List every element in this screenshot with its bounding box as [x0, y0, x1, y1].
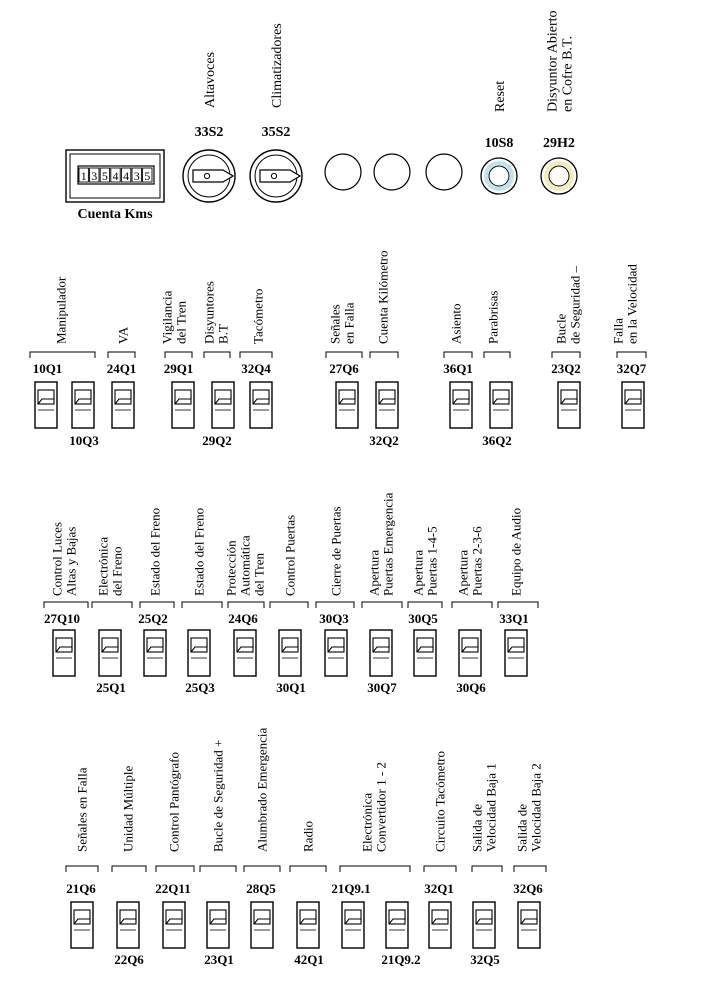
- row1-label-3-line: B.T: [215, 324, 231, 344]
- odometer-digit: 3: [91, 169, 98, 183]
- odometer-digit: 4: [112, 169, 119, 183]
- row3-breaker[interactable]: [342, 902, 364, 948]
- row3-code-top: 28Q5: [246, 881, 276, 896]
- row2-breaker[interactable]: [234, 630, 256, 676]
- row3-breaker[interactable]: [473, 902, 495, 948]
- row2-label-0-line: Altas y Bajas: [63, 526, 79, 596]
- row1-label-5: [328, 302, 357, 344]
- row1-label-4: [251, 289, 266, 344]
- row2-code-bottom: 30Q1: [276, 680, 306, 695]
- row1-code-bottom: 29Q2: [202, 433, 232, 448]
- row2-bracket-4: [228, 602, 264, 608]
- row1-code-top: 24Q1: [106, 361, 137, 376]
- row1-breaker[interactable]: [622, 382, 644, 428]
- row3-code-top: 21Q6: [66, 881, 96, 896]
- row3-label-7-line: Circuito Tacómetro: [432, 750, 448, 852]
- reset-code: 10S8: [484, 136, 514, 151]
- row3-label-8: [470, 763, 499, 852]
- climat-code: 35S2: [261, 125, 291, 140]
- row3-breaker[interactable]: [117, 902, 139, 948]
- row1-label-0-line: Manipulador: [53, 276, 69, 344]
- row1-label-10: [611, 264, 640, 344]
- row2-breaker[interactable]: [325, 630, 347, 676]
- row2-label-8: [411, 526, 440, 596]
- row1-code-top: 23Q2: [551, 361, 581, 376]
- row3-label-2-line: Control Pantógrafo: [166, 751, 182, 852]
- row2-breaker[interactable]: [370, 630, 392, 676]
- row1-label-5-line: en Falla: [341, 302, 357, 344]
- odometer-digit: 4: [123, 169, 130, 183]
- row1-breaker[interactable]: [72, 382, 94, 428]
- row1-breaker[interactable]: [336, 382, 358, 428]
- row1-label-3-line: Disyuntores: [201, 281, 217, 344]
- altavoces-label-line: Altavoces: [202, 52, 218, 108]
- row3-bracket-7: [424, 866, 456, 872]
- row3-label-3: [211, 740, 226, 852]
- row2-breaker[interactable]: [188, 630, 210, 676]
- odometer-digit: 1: [80, 169, 87, 183]
- row1-breaker[interactable]: [490, 382, 512, 428]
- altavoces-selector-knob[interactable]: [183, 150, 235, 202]
- row3-bracket-0: [66, 866, 98, 872]
- row2-bracket-3: [182, 602, 222, 608]
- climat-label-line: Climatizadores: [269, 23, 285, 108]
- row3-bracket-5: [290, 866, 326, 872]
- row3-code-bottom: 42Q1: [294, 952, 324, 967]
- row3-label-2: [167, 752, 182, 852]
- row2-label-1-line: Electrónica: [95, 536, 111, 596]
- row3-label-0: [75, 767, 90, 852]
- row3-bracket-8: [472, 866, 502, 872]
- climat-label: [270, 23, 285, 108]
- row1-bracket-10: [617, 352, 646, 358]
- row1-label-2-line: del Tren: [173, 301, 189, 344]
- row2-label-3-line: Estado del Freno: [191, 507, 207, 596]
- row2-label-0: [50, 522, 79, 596]
- row2-breaker[interactable]: [144, 630, 166, 676]
- row3-label-1-line: Unidad Múltiple: [120, 765, 136, 852]
- row3-label-4-line: Alumbrado Emergencia: [254, 727, 270, 852]
- row1-code-top: 36Q1: [443, 361, 473, 376]
- row1-breaker[interactable]: [172, 382, 194, 428]
- row3-code-top: 22Q11: [155, 881, 191, 896]
- row1-code-top: 29Q1: [163, 361, 194, 376]
- row1-breaker[interactable]: [112, 382, 134, 428]
- row2-label-9-line: Apertura: [455, 549, 471, 596]
- row2-label-4: [224, 535, 267, 596]
- reset-label-line: Reset: [492, 80, 508, 112]
- row1-bracket-3: [204, 352, 230, 358]
- disyuntor-code: 29H2: [543, 136, 575, 151]
- row2-label-5: [283, 515, 298, 596]
- row2-breaker[interactable]: [459, 630, 481, 676]
- row2-label-8-line: Puertas 1-4-5: [424, 526, 440, 596]
- disyuntor-label-line: Disyuntor Abierto: [545, 10, 561, 112]
- row1-breaker[interactable]: [558, 382, 580, 428]
- row3-label-5-line: Radio: [300, 820, 316, 852]
- row1-label-1: [116, 326, 131, 344]
- row1-label-3: [202, 281, 231, 344]
- row3-code-bottom: 32Q5: [470, 952, 500, 967]
- row2-label-9-line: Puertas 2-3-6: [469, 526, 485, 596]
- row2-code-bottom: 30Q6: [456, 680, 486, 695]
- row1-label-7: [449, 304, 464, 344]
- odometer-label: Cuenta Kms: [77, 207, 153, 222]
- odometer-digit: 3: [133, 169, 140, 183]
- row2-bracket-9: [452, 602, 492, 608]
- row2-code-bottom: 25Q3: [185, 680, 215, 695]
- blank-plug: [426, 154, 462, 190]
- row2-label-3: [192, 508, 207, 596]
- row2-label-0-line: Control Luces: [49, 521, 65, 596]
- odometer-digit: 5: [144, 169, 151, 183]
- row1-code-top: 27Q6: [329, 361, 359, 376]
- row2-label-10: [509, 508, 524, 596]
- row2-label-2: [148, 508, 163, 596]
- row2-code-bottom: 25Q1: [96, 680, 126, 695]
- row3-label-5: [301, 821, 316, 852]
- row1-bracket-2: [165, 352, 192, 358]
- row2-breaker[interactable]: [279, 630, 301, 676]
- row3-label-9-line: Velocidad Baja 2: [528, 763, 544, 852]
- row1-label-2-line: Vigilancia: [159, 290, 175, 344]
- row1-label-2: [160, 290, 189, 344]
- row3-code-top: 32Q1: [424, 881, 454, 896]
- row2-label-8-line: Apertura: [410, 549, 426, 596]
- row3-label-9-line: Salida de: [514, 803, 530, 852]
- row2-label-5-line: Control Puertas: [282, 514, 298, 596]
- row3-label-9: [515, 763, 544, 852]
- row2-bracket-0: [44, 602, 88, 608]
- reset-indicator-lamp[interactable]: [481, 158, 517, 194]
- row3-label-3-line: Bucle de Seguridad +: [210, 739, 226, 852]
- row3-code-top: 32Q6: [513, 881, 543, 896]
- row2-code-top: 25Q2: [138, 611, 168, 626]
- row2-label-1-line: del Freno: [109, 546, 125, 596]
- row2-label-9: [456, 526, 485, 596]
- row1-code-top: 32Q4: [241, 361, 271, 376]
- row1-breaker[interactable]: [450, 382, 472, 428]
- row1-code-top: 32Q7: [616, 361, 647, 376]
- row1-bracket-4: [240, 352, 272, 358]
- row3-bracket-2: [156, 866, 194, 872]
- row1-label-9: [554, 266, 583, 344]
- climat-selector-knob[interactable]: [250, 150, 302, 202]
- row1-bracket-5: [326, 352, 362, 358]
- row2-label-2-line: Estado del Freno: [147, 507, 163, 596]
- row1-bracket-1: [108, 352, 135, 358]
- row1-label-6: [376, 250, 391, 344]
- blank-plug: [325, 154, 361, 190]
- row2-label-7: [367, 492, 396, 596]
- row3-label-6-line: Electrónica: [359, 792, 375, 852]
- row2-bracket-8: [408, 602, 442, 608]
- row3-breaker[interactable]: [297, 902, 319, 948]
- row2-bracket-10: [498, 602, 538, 608]
- row1-label-10-line: en la Velocidad: [624, 264, 640, 344]
- row3-code-bottom: 21Q9.2: [381, 952, 421, 967]
- row2-bracket-7: [362, 602, 402, 608]
- row3-label-0-line: Señales en Falla: [74, 767, 90, 852]
- row2-bracket-6: [316, 602, 354, 608]
- row1-breaker[interactable]: [35, 382, 57, 428]
- row3-label-8-line: Velocidad Baja 1: [483, 763, 499, 852]
- row2-label-7-line: Apertura: [366, 549, 382, 596]
- row1-code-bottom: 32Q2: [369, 433, 399, 448]
- row3-breaker[interactable]: [71, 902, 93, 948]
- row1-bracket-7: [444, 352, 472, 358]
- row1-label-1-line: VA: [115, 326, 131, 344]
- row2-label-7-line: Puertas Emergencia: [380, 492, 396, 596]
- odometer-digit: 5: [101, 169, 108, 183]
- row1-label-4-line: Tacómetro: [250, 288, 266, 344]
- row3-bracket-9: [514, 866, 546, 872]
- row2-label-4-line: del Tren: [251, 553, 267, 596]
- reset-label: [493, 81, 508, 112]
- row2-bracket-5: [270, 602, 308, 608]
- row2-breaker[interactable]: [53, 630, 75, 676]
- row1-bracket-0: [30, 352, 95, 358]
- row3-bracket-6: [340, 866, 410, 872]
- row3-label-6-line: Convertidor 1 - 2: [373, 762, 389, 852]
- row3-breaker[interactable]: [207, 902, 229, 948]
- row1-label-8-line: Parabrisas: [485, 290, 501, 344]
- row3-bracket-4: [244, 866, 280, 872]
- row3-breaker[interactable]: [163, 902, 185, 948]
- row2-bracket-2: [140, 602, 174, 608]
- row2-label-1: [96, 537, 125, 596]
- row3-breaker[interactable]: [251, 902, 273, 948]
- row3-label-6: [360, 762, 389, 852]
- row3-code-bottom: 22Q6: [114, 952, 144, 967]
- row2-code-top: 30Q3: [319, 611, 349, 626]
- row2-code-top: 24Q6: [228, 611, 258, 626]
- row1-bracket-6: [370, 352, 398, 358]
- row3-label-1: [121, 765, 136, 852]
- disyuntor-indicator-lamp: [541, 158, 577, 194]
- row2-label-10-line: Equipo de Audio: [508, 507, 524, 596]
- row2-code-bottom: 30Q7: [367, 680, 397, 695]
- row3-label-4: [255, 727, 270, 852]
- disyuntor-label: [545, 11, 575, 113]
- blank-plug: [374, 154, 410, 190]
- altavoces-label: [203, 52, 218, 108]
- row3-code-top: 21Q9.1: [331, 881, 371, 896]
- row3-code-bottom: 23Q1: [204, 952, 234, 967]
- disyuntor-label-line: en Cofre B.T.: [560, 36, 576, 112]
- row1-bracket-8: [484, 352, 510, 358]
- row3-breaker[interactable]: [518, 902, 540, 948]
- row3-bracket-1: [112, 866, 146, 872]
- row2-label-4-line: Protección: [223, 540, 239, 596]
- row1-label-9-line: Bucle: [553, 313, 569, 344]
- row1-code-bottom: 36Q2: [482, 433, 512, 448]
- row3-label-8-line: Salida de: [469, 803, 485, 852]
- row2-label-6: [329, 506, 344, 596]
- row1-label-7-line: Asiento: [448, 303, 464, 344]
- row1-code-top: 10Q1: [32, 361, 63, 376]
- row2-code-top: 30Q5: [408, 611, 438, 626]
- row3-label-7: [433, 751, 448, 852]
- row1-label-8: [486, 291, 501, 344]
- row2-breaker[interactable]: [414, 630, 436, 676]
- row1-label-10-line: Falla: [610, 318, 626, 344]
- row1-label-5-line: Señales: [327, 304, 343, 344]
- row1-label-9-line: de Seguridad –: [567, 266, 583, 344]
- row1-bracket-9: [552, 352, 580, 358]
- row2-code-top: 27Q10: [43, 611, 81, 626]
- row1-breaker[interactable]: [212, 382, 234, 428]
- row1-label-6-line: Cuenta Kilómetro: [375, 250, 391, 344]
- row3-breaker[interactable]: [386, 902, 408, 948]
- row1-breaker[interactable]: [250, 382, 272, 428]
- row1-label-0: [54, 276, 69, 344]
- altavoces-code: 33S2: [194, 125, 224, 140]
- row3-breaker[interactable]: [429, 902, 451, 948]
- row3-bracket-3: [200, 866, 236, 872]
- row2-breaker[interactable]: [505, 630, 527, 676]
- row2-label-4-line: Automática: [237, 535, 253, 596]
- row2-breaker[interactable]: [99, 630, 121, 676]
- row1-code-bottom: 10Q3: [69, 433, 99, 448]
- row2-code-top: 33Q1: [499, 611, 529, 626]
- row2-bracket-1: [92, 602, 132, 608]
- row1-breaker[interactable]: [376, 382, 398, 428]
- row2-label-6-line: Cierre de Puertas: [328, 506, 344, 596]
